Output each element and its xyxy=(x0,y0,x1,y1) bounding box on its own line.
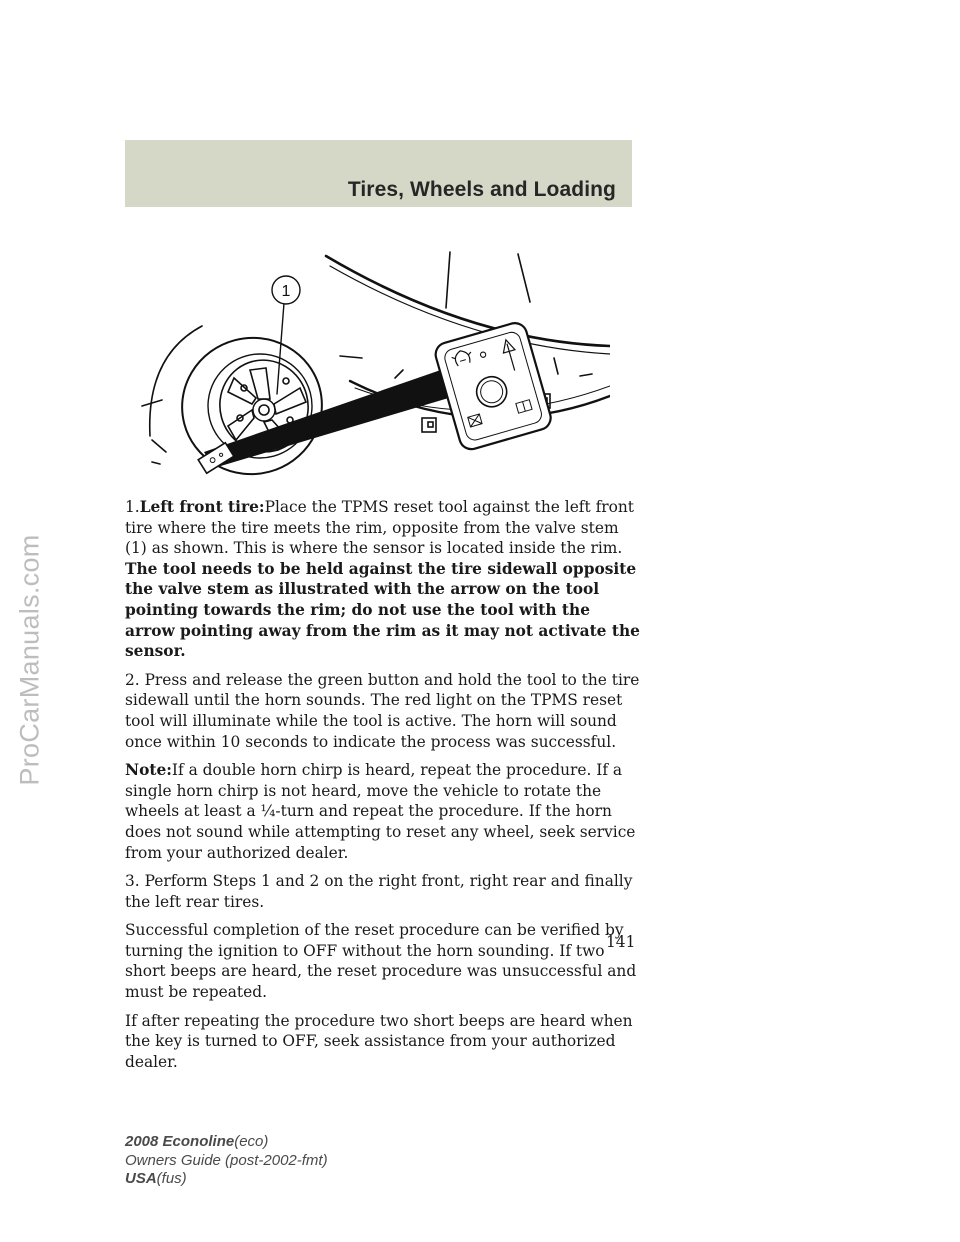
page-number: 141 xyxy=(606,933,636,951)
note-text: If a double horn chirp is heard, repeat the procedure. If a single horn chirp is not heard, move the vehicle to rotate the wheels at least a ¼-turn and repeat the procedure. If the horn does not sound while attempting to reset any wheel, seek service from your authorized dealer. xyxy=(125,761,636,862)
footer-line-2: Owners Guide (post-2002-fmt) xyxy=(125,1151,328,1169)
verify-paragraph: Successful completion of the reset procedure can be verified by turning the ignition to OFF without the horn sounding. If two short beeps are heard, the reset procedure was unsuccessful and must be repeated. xyxy=(125,921,637,1002)
watermark-text: ProCarManuals.com xyxy=(14,534,45,786)
section-header-band xyxy=(125,140,632,207)
wheel-hub xyxy=(253,399,275,421)
step-1-paragraph xyxy=(125,497,645,662)
step-3-paragraph: 3. Perform Steps 1 and 2 on the right front, right rear and finally the left rear tires. xyxy=(125,872,633,911)
vehicle-fender xyxy=(150,326,202,436)
closeup-tire-outer-edge xyxy=(326,256,610,346)
footer-model-code: (eco) xyxy=(234,1133,269,1150)
note-label: Note: xyxy=(125,761,172,780)
footer-market-code: (fus) xyxy=(156,1170,187,1187)
footer-line-3 xyxy=(125,1170,328,1189)
footer-line-1 xyxy=(125,1133,328,1152)
section-title: Tires, Wheels and Loading xyxy=(347,178,616,201)
callout-label: 1 xyxy=(281,283,291,300)
body-text xyxy=(125,497,645,1080)
note-paragraph xyxy=(125,760,645,863)
tpms-reset-tool-illustration xyxy=(140,246,610,476)
step-1-warning: The tool needs to be held against the tire sidewall opposite the valve stem as illustrated with the arrow on the tool pointing towards the rim; do not use the tool with the arrow pointing away from the rim as it may not activate the sensor. xyxy=(125,559,640,661)
step-1-text: Place the TPMS reset tool against the left front tire where the tire meets the rim, opposite from the valve stem (1) as shown. This is where the sensor is located inside the rim. xyxy=(125,498,634,558)
footer-model: 2008 Econoline xyxy=(125,1133,235,1150)
footer xyxy=(125,1133,328,1189)
step-1-heading: Left front tire: xyxy=(139,498,265,516)
step-2-paragraph: 2. Press and release the green button and hold the tool to the tire sidewall until the horn sounds. The red light on the TPMS reset tool will illuminate while the tool is active. The horn will sound once within 10 seconds to indicate the process was successful. xyxy=(125,670,640,751)
tpms-reset-tool xyxy=(433,320,554,452)
small-reset-tool xyxy=(198,443,234,474)
repeat-paragraph: If after repeating the procedure two short beeps are heard when the key is turned to OFF, seek assistance from your authorized dealer. xyxy=(125,1011,633,1071)
step-1-number: 1. xyxy=(125,498,140,516)
watermark xyxy=(0,0,60,1242)
footer-market: USA xyxy=(125,1170,157,1187)
